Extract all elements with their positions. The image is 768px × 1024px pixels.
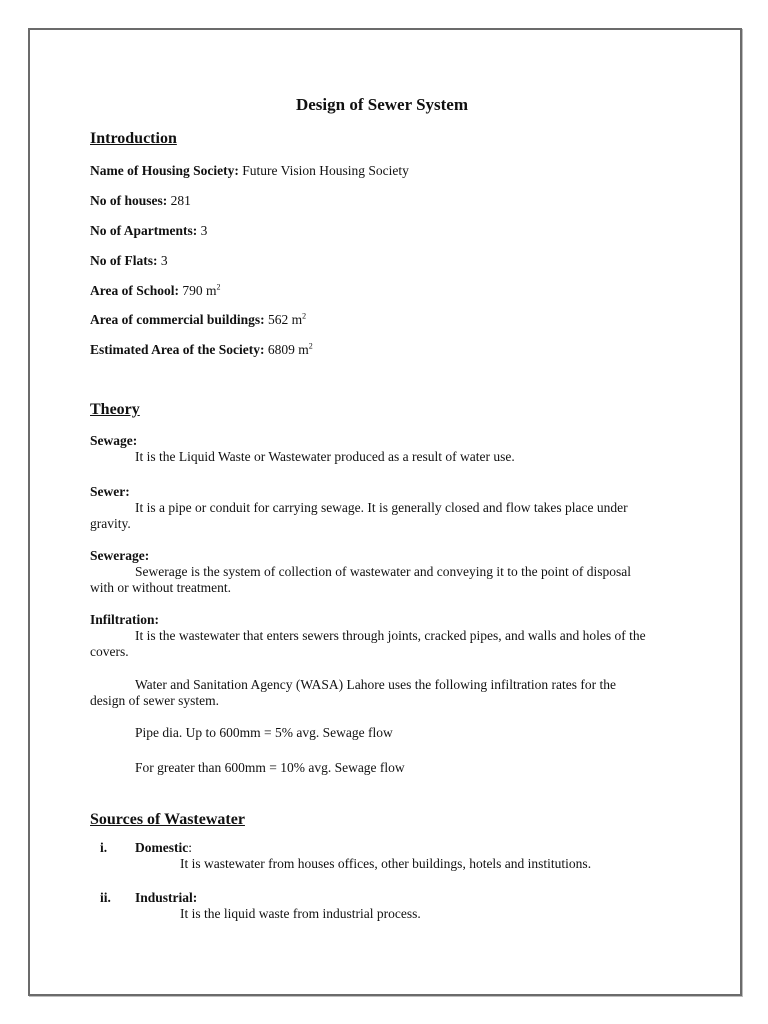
infiltration-rate: Pipe dia. Up to 600mm = 5% avg. Sewage flow — [135, 725, 393, 740]
field-value: 6809 m — [267, 342, 309, 357]
list-term-suffix: : — [188, 840, 192, 855]
field-label: No of houses: — [90, 193, 168, 208]
field-value: 562 m — [268, 312, 303, 327]
list-number: i. — [100, 840, 108, 855]
list-description: It is the liquid waste from industrial process. — [180, 906, 421, 921]
field-value: Future Vision Housing Society — [242, 163, 409, 178]
list-term-name: Industrial: — [135, 890, 198, 905]
definition-sewage: It is the Liquid Waste or Wastewater produced as a result of water use. — [135, 449, 515, 464]
field-apartments — [90, 223, 207, 239]
field-commercial-area — [90, 312, 306, 328]
field-school-area — [90, 283, 221, 299]
field-label: Estimated Area of the Society: — [90, 342, 265, 357]
introduction-heading: Introduction — [90, 130, 177, 147]
field-society-name — [90, 163, 409, 179]
field-label: No of Flats: — [90, 253, 158, 268]
definition-infiltration: It is the wastewater that enters sewers through joints, cracked pipes, and walls and holes of the covers. — [90, 628, 646, 659]
document-title: Design of Sewer System — [295, 95, 469, 114]
term-sewer: Sewer: — [90, 484, 130, 499]
wasa-paragraph: Water and Sanitation Agency (WASA) Lahore uses the following infiltration rates for the design of sewer system. — [90, 677, 617, 708]
field-label: No of Apartments: — [90, 223, 198, 238]
list-number: ii. — [100, 890, 111, 905]
field-label: Name of Housing Society: — [90, 163, 239, 178]
list-term — [135, 840, 192, 856]
field-value: 790 m — [182, 283, 217, 298]
definition-sewerage: Sewerage is the system of collection of wastewater and conveying it to the point of disposal with or without treatment. — [90, 564, 631, 595]
field-label: Area of School: — [90, 283, 179, 298]
term-sewage: Sewage: — [90, 433, 138, 448]
field-flats — [90, 253, 168, 269]
field-value: 3 — [200, 223, 208, 238]
infiltration-rate: For greater than 600mm = 10% avg. Sewage flow — [135, 760, 405, 775]
list-term — [135, 890, 197, 906]
field-value: 281 — [170, 193, 191, 208]
term-sewerage: Sewerage: — [90, 548, 150, 563]
term-infiltration: Infiltration: — [90, 612, 159, 627]
list-term-name: Domestic — [135, 840, 189, 855]
definition-sewer: It is a pipe or conduit for carrying sewage. It is generally closed and flow takes place under gravity. — [90, 500, 628, 531]
unit-superscript: 2 — [308, 341, 313, 351]
field-houses — [90, 193, 191, 209]
unit-superscript: 2 — [302, 311, 307, 321]
sources-heading: Sources of Wastewater — [90, 811, 245, 828]
field-value: 3 — [160, 253, 168, 268]
list-description: It is wastewater from houses offices, other buildings, hotels and institutions. — [180, 856, 592, 871]
field-society-area — [90, 342, 313, 358]
unit-superscript: 2 — [216, 282, 221, 292]
field-label: Area of commercial buildings: — [90, 312, 265, 327]
theory-heading: Theory — [90, 401, 140, 418]
